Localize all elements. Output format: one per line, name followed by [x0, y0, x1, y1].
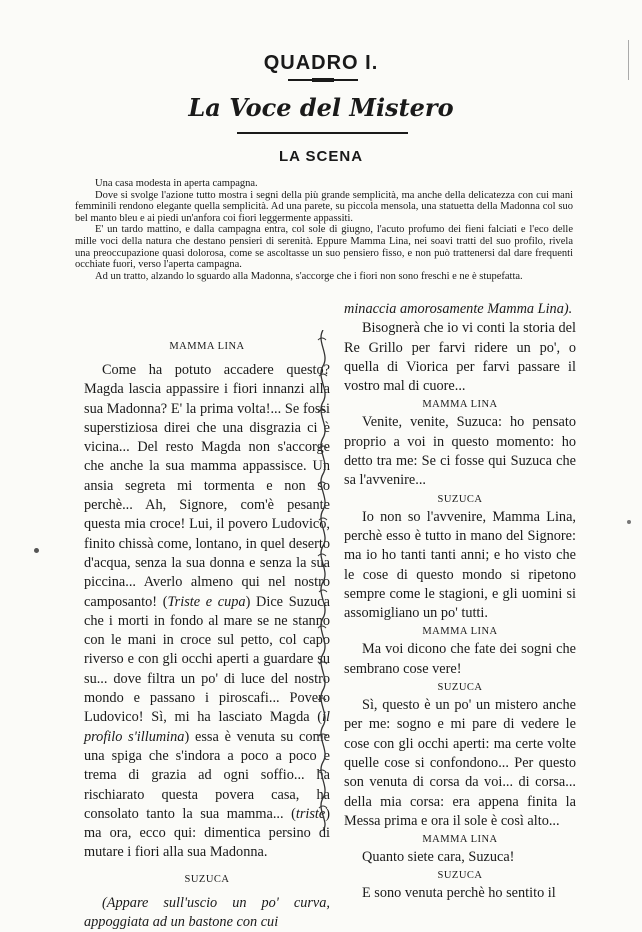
stage-direction: minaccia amorosamente Mamma Lina). [344, 301, 573, 317]
stage-direction: triste [295, 805, 326, 822]
left-column [84, 330, 330, 932]
speech-block: Venite, venite, Suzuca: ho pensato proprio a voi in questo momento: ho detto tra me: Se ci fosse qui Suzuca che sa l'avvenire... [344, 414, 576, 489]
page-edge-mark [628, 40, 635, 80]
speaker-label: MAMMA LINA [169, 341, 245, 352]
speech-block: Sì, questo è un po' un mistero anche per me: sogno e mi pare di vedere le cose con gli occhi aperti: ma certe volte quelle cose si confondono... Per questo son venuta di corsa da voi... di corsa... della mia corsa: era appena finita la Messa prima e ora il sole è così alto... [344, 697, 576, 829]
speech-block: Io non so l'avvenire, Mamma Lina, perchè esso è tutto in mano del Signore: ma io ho tanti tanti anni; e ho visto che le cose di questo mondo si ripetono sempre come le stagioni, e gli uomini si assomigliano un po' tutti. [344, 508, 576, 622]
stage-description [75, 178, 573, 282]
speaker-label: SUZUCA [437, 493, 483, 505]
right-column [344, 300, 576, 904]
act-heading: QUADRO I. [263, 52, 379, 74]
speaker-label: SUZUCA [437, 870, 483, 882]
speaker-label: MAMMA LINA [422, 834, 498, 846]
stage-direction: Triste e cupa [167, 593, 246, 610]
speech-block: Ma voi dicono che fate dei sogni che sembrano cose vere! [344, 641, 576, 677]
play-title: La Voce del Mistero [188, 93, 454, 122]
speaker-label: SUZUCA [437, 682, 483, 694]
speech-block: Come ha potuto accadere questo? Magda lascia appassire i fiori innanzi alla sua Madonna? E' la prima volta!... Se fossi superstiziosa direi che una disgrazia ci è vicina... Del resto Magda non s'accorge che anche la sua mamma appassisce. Un ansia segreta mi tormenta e non so perchè... Ah, Signore, com'è pesante questa mia croce! Lui, il povero Ludovico, finito chissà come, lontano, in quel deserto d'acqua, senza la sua donna e senza la sua piccina... Averlo almeno qui nel nostro camposanto! (Triste e cupa) Dice Suzuca che i morti in fondo al mare se ne stanno con le mani in croce sul petto, col capo riverso e con gli occhi aperti a guardare su su... dove filtra un po' di luce del nostro mondo e passano i piroscafi... Povero Ludovico! Sì, mi ha lasciato Magda (il profilo s'illumina) essa è venuta su come una spiga che s'indora a poco a poco e trema di grazia ad ogni soffio... ha rischiarato questa povera casa, ha consolato tanto la sua mamma... (triste) ma ora, ecco qui: dimentica persino di mutare i fiori alla sua Madonna. [84, 362, 331, 861]
speech-block: Quanto siete cara, Suzuca! [362, 849, 515, 866]
print-speck [34, 548, 39, 553]
intro-paragraph: Dove si svolge l'azione tutto mostra i segni della più grande semplicità, ma anche della delicatezza con cui mani femminili rendono elegante quella semplicità. Ad una parete, su piccola mensola, una statuetta della Madonna col suo bel manto bleu e ai piedi un'anfora coi fiori leggermente appassiti. [75, 189, 573, 224]
stage-direction: (Appare sull'uscio un po' curva, appoggiata ad un bastone con cui [84, 894, 330, 931]
scene-heading: LA SCENA [278, 148, 364, 165]
speaker-label: MAMMA LINA [422, 626, 498, 638]
speaker-label: SUZUCA [184, 873, 230, 885]
speech-block: E sono venuta perchè ho sentito il [362, 885, 556, 902]
speaker-label: MAMMA LINA [422, 399, 498, 411]
intro-paragraph: Ad un tratto, alzando lo sguardo alla Madonna, s'accorge che i fiori non sono freschi e ne è stupefatta. [95, 270, 523, 282]
heading-ornament [288, 78, 358, 82]
intro-paragraph: E' un tardo mattino, e dalla campagna entra, col sole di giugno, l'acuto profumo dei fieni falciati e l'eco delle mille voci della natura che destano pensieri di serenità. Eppure Mamma Lina, nei soavi tratti del suo profilo, rivela una preoccupazione quasi dolorosa, come se ascoltasse un suo pensiero fisso, e non può trattenersi dal dare frequenti occhiate fuori, verso l'aperta campagna. [75, 224, 573, 271]
speech-block: Bisognerà che io vi conti la storia del Re Grillo per farvi ridere un po', o quella di Viorica per farvi passare il vostro mal di cuore... [344, 320, 576, 395]
stage-direction: il profilo s'illumina [84, 709, 330, 745]
intro-paragraph: Una casa modesta in aperta campagna. [95, 178, 258, 189]
title-rule [237, 132, 408, 134]
print-speck [627, 520, 631, 524]
vine-ornament-divider [314, 330, 332, 830]
